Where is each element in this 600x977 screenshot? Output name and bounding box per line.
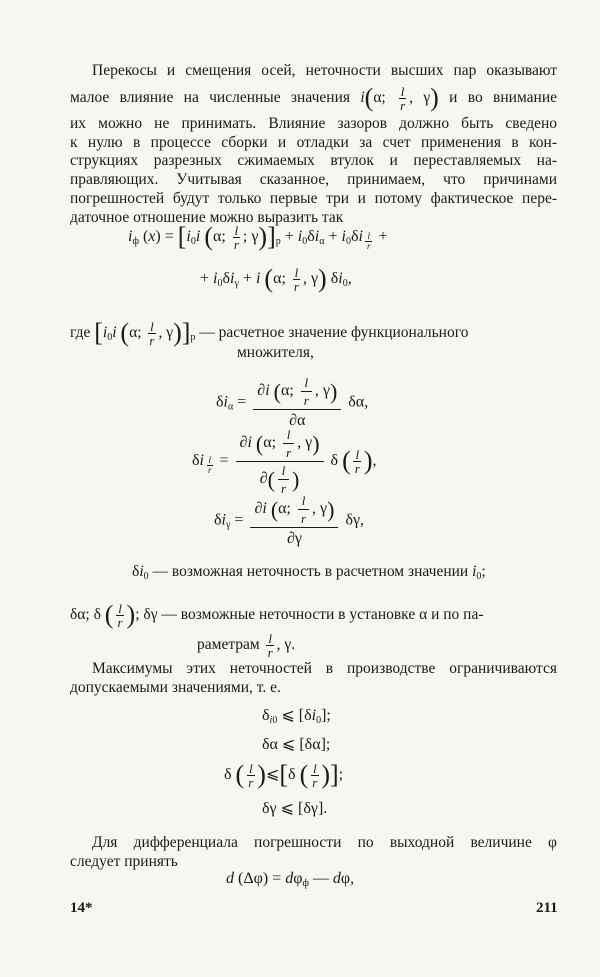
di0-desc: — возможная неточность в расчетном значении	[152, 563, 469, 580]
text-line: допускаемыми значениями, т. е.	[70, 678, 281, 696]
where-desc-line2: множителя,	[237, 344, 314, 361]
paragraph-maxima	[70, 660, 557, 698]
formula-differential: d $(\Delta\varphi) = d\varphi_ф$ — dφ,	[226, 870, 355, 889]
text-line: погрешностей будут только первые три и потому фактическое пере-	[70, 189, 557, 207]
text-line: струкциях разрезных сжимаемых втулок и переставляемых на-	[70, 152, 557, 170]
signature-mark: 14*	[70, 900, 93, 916]
ineq-4: δγ ⩽ [δγ].	[262, 800, 328, 817]
where-line: где [$i_0i$ (α; $\frac{l}{r}$ , $\gamma)]_р$ — расчетное значение функционального	[70, 318, 469, 348]
di0-line: $\delta i_0$ — возможная неточность в расчетном значении $i_0$;	[132, 563, 486, 582]
page-number: 211	[536, 900, 558, 916]
paragraph-differential	[70, 834, 557, 872]
formula-main-line2: + $i_0\delta i_\gamma + i$ (α; $\frac{l}{r}$ , γ) $\delta i_0$,	[200, 264, 352, 294]
text-line: даточное отношение можно выразить так	[70, 208, 344, 226]
inacc-line2: раметрам $\frac{l}{r}$ , γ.	[197, 631, 296, 660]
paragraph-intro: Перекосы и смещения осей, неточности высших пар оказывают малое влияние на численные значения i(α; $\frac{l}{r}$ , γ) и во внимание их можно не принимать. Влияние зазоров должно быть сведено к нулю в процессе сборки и отладки за счет применения в кон- струкциях разрезных сжимаемых втулок и переставляемых на- правляющих. Учитывая сказанное, принимаем, что причинами погрешностей будут только первые три и потому фактическое пере- даточное отношение можно выразить так	[70, 62, 558, 226]
ineq-3: δ ( $\frac{l}{r}$ )⩽[δ ( $\frac{l}{r}$ )];	[224, 760, 344, 790]
formula-main-line1: $i_ф$ $(x) = [i_0i$ (α; $\frac{l}{r}$ ; $\gamma)]_р + i_0\delta i_\alpha + i_0\delta i$ $_{\frac{l}{r}}$ +	[128, 222, 388, 252]
where-prefix: где	[70, 324, 91, 341]
formula-di-gamma: $\delta i_\gamma$ = ∂i (α; $\frac{l}{r}$ , γ) ∂γ δγ,	[214, 493, 365, 547]
text-line: Для дифференциала погрешности по выходной величине φ	[92, 834, 557, 851]
text-line: Перекосы и смещения осей, неточности высших пар оказывают	[92, 62, 557, 79]
where-desc: — расчетное значение функционального	[199, 324, 469, 341]
text-line: к нулю в процессе сборки и отладки за счет применения в кон-	[70, 133, 557, 151]
ineq-1: $\delta_{i0}$ ⩽ $[\delta i_0]$;	[262, 707, 331, 726]
text-line: и во внимание	[449, 88, 558, 106]
formula-di-alpha: $\delta i_\alpha$ = ∂i (α; $\frac{l}{r}$ , γ) ∂α δα,	[216, 375, 369, 429]
text-line: малое влияние на численные значения	[70, 88, 350, 106]
inacc-line: δα; δ ( $\frac{l}{r}$ ); δγ — возможные неточности в установке α и по па-	[70, 600, 484, 630]
text-line: правляющих. Учитывая сказанное, принимаем, что причинами	[70, 171, 557, 189]
text-line: их можно не принимать. Влияние зазоров должно быть сведено	[70, 114, 557, 132]
formula-di-lr: δi $_{\frac{l}{r}}$ = ∂i (α; $\frac{l}{r}$ , γ) ∂( $\frac{l}{r}$ ) δ ( $\frac{l}{r}$ ),	[192, 427, 377, 496]
text-line: Максимумы этих неточностей в производстве ограничиваются	[92, 660, 557, 677]
inacc-desc: — возможные неточности в установке α и по па-	[161, 606, 484, 623]
text-line: следует принять	[70, 852, 178, 870]
inacc-desc2: раметрам	[197, 636, 260, 654]
ineq-2: δα ⩽ [δα];	[262, 736, 331, 753]
